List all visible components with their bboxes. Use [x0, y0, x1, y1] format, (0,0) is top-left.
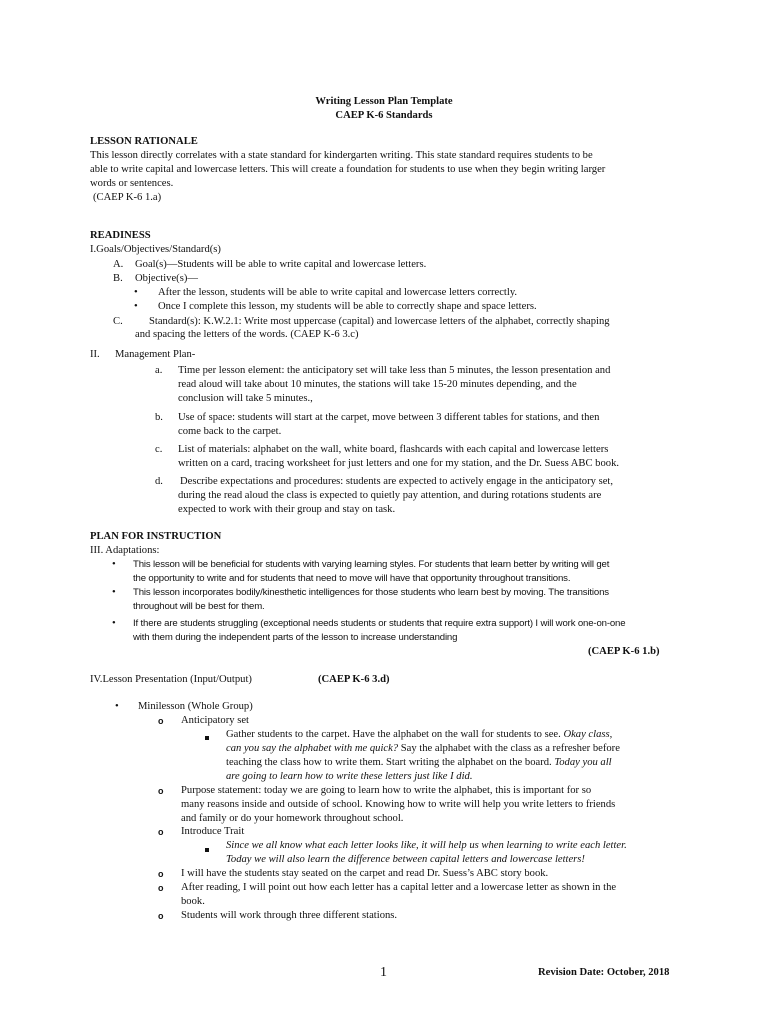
rationale-line: words or sentences.	[90, 178, 174, 189]
readiness-heading: READINESS	[90, 230, 151, 241]
adaptation-line: throughout will be best for them.	[133, 601, 265, 612]
management-line: during the read aloud the class is expected to quietly pay attention, and during rotations students are	[178, 490, 602, 501]
management-heading: Management Plan-	[115, 349, 196, 360]
goal-marker: A.	[113, 259, 124, 270]
management-line: come back to the carpet.	[178, 426, 282, 437]
rationale-line: able to write capital and lowercase letters. This will create a foundation for students to use when they begin writing larger	[90, 164, 606, 175]
presentation-ref: (CAEP K-6 3.d)	[318, 674, 390, 685]
page-number: 1	[380, 965, 387, 980]
gather-line: can you say the alphabet with me quick? Say the alphabet with the class as a refresher before	[226, 743, 620, 754]
gather-line: teaching the class how to write them. Start writing the alphabet on the board. Today you all	[226, 757, 612, 768]
adaptation-line: with them during the independent parts of the lesson to increase understanding	[133, 632, 458, 643]
rationale-line: This lesson directly correlates with a state standard for kindergarten writing. This state standard requires students to be	[90, 150, 593, 161]
bullet-dot: •	[134, 301, 138, 312]
square-marker	[205, 843, 209, 857]
doc-subtitle: CAEP K-6 Standards	[335, 110, 433, 121]
stations-line: Students will work through three different stations.	[181, 910, 398, 921]
adaptation-line: This lesson incorporates bodily/kinesthetic intelligences for those students who learn best by moving. The transitions	[133, 587, 609, 598]
bullet-dot: •	[134, 287, 138, 298]
goal-text: Goal(s)—Students will be able to write capital and lowercase letters.	[135, 259, 427, 270]
trait-line: Today we will also learn the difference between capital letters and lowercase letters!	[226, 854, 585, 865]
management-line: conclusion will take 5 minutes.,	[178, 393, 313, 404]
adaptation-line: If there are students struggling (exceptional needs students or students that require extra support) I will work one-on-one	[133, 618, 626, 629]
management-marker: a.	[155, 365, 163, 376]
circle-marker: o	[158, 786, 164, 796]
standard-text: Standard(s): K.W.2.1: Write most uppercase (capital) and lowercase letters of the alphabet, correctly shaping	[149, 316, 610, 327]
standard-text: and spacing the letters of the words. (CAEP K-6 3.c)	[135, 329, 359, 340]
plan-ref: (CAEP K-6 1.b)	[588, 646, 660, 657]
purpose-line: Purpose statement: today we are going to learn how to write the alphabet, this is important for so	[181, 785, 592, 796]
circle-marker: o	[158, 716, 164, 726]
anticipatory-label: Anticipatory set	[181, 715, 249, 726]
management-line: Use of space: students will start at the carpet, move between 3 different tables for stations, and then	[178, 412, 600, 423]
objective-marker: B.	[113, 273, 123, 284]
bullet-dot: •	[115, 701, 119, 712]
minilesson-label: Minilesson (Whole Group)	[138, 701, 253, 712]
adaptation-line: the opportunity to write and for students that need to move will have that opportunity throughout transitions.	[133, 573, 571, 584]
rationale-heading: LESSON RATIONALE	[90, 136, 198, 147]
after-line: After reading, I will point out how each letter has a capital letter and a lowercase letter as shown in the	[181, 882, 617, 893]
adaptation-line: This lesson will be beneficial for students with varying learning styles. For students that learn better by writing will get	[133, 559, 610, 570]
goals-heading: I.Goals/Objectives/Standard(s)	[90, 244, 221, 255]
management-line: expected to work with their group and stay on task.	[178, 504, 396, 515]
management-line: List of materials: alphabet on the wall, white board, flashcards with each capital and lowercase letters	[178, 444, 609, 455]
revision-date: Revision Date: October, 2018	[538, 967, 670, 978]
management-num: II.	[90, 349, 100, 360]
purpose-line: and family or do your homework throughout school.	[181, 813, 404, 824]
management-line: written on a card, tracing worksheet for just letters and one for my station, and the Dr. Suess ABC book.	[178, 458, 620, 469]
read-line: I will have the students stay seated on the carpet and read Dr. Suess’s ABC story book.	[181, 868, 549, 879]
circle-marker: o	[158, 883, 164, 893]
management-marker: b.	[155, 412, 163, 423]
standard-marker: C.	[113, 316, 123, 327]
adaptations-heading: III. Adaptations:	[90, 545, 160, 556]
management-marker: d.	[155, 476, 163, 487]
bullet-dot: •	[112, 587, 116, 598]
trait-line: Since we all know what each letter looks like, it will help us when learning to write each letter.	[226, 840, 627, 851]
management-line: Time per lesson element: the anticipatory set will take less than 5 minutes, the lesson presentation and	[178, 365, 611, 376]
doc-title: Writing Lesson Plan Template	[315, 96, 453, 107]
square-marker	[205, 731, 209, 745]
presentation-heading: IV.Lesson Presentation (Input/Output)	[90, 674, 252, 685]
bullet-dot: •	[112, 559, 116, 570]
trait-label: Introduce Trait	[181, 826, 245, 837]
circle-marker: o	[158, 869, 164, 879]
management-marker: c.	[155, 444, 163, 455]
gather-line: Gather students to the carpet. Have the alphabet on the wall for students to see. Okay class,	[226, 729, 613, 740]
objective-text: Objective(s)—	[135, 273, 198, 284]
gather-line: are going to learn how to write these letters just like I did.	[226, 771, 473, 782]
circle-marker: o	[158, 827, 164, 837]
objective-item: After the lesson, students will be able to write capital and lowercase letters correctly.	[158, 287, 518, 298]
management-line: read aloud will take about 10 minutes, the stations will take 15-20 minutes depending, and the	[178, 379, 577, 390]
plan-heading: PLAN FOR INSTRUCTION	[90, 531, 222, 542]
bullet-dot: •	[112, 618, 116, 629]
rationale-ref: (CAEP K-6 1.a)	[93, 192, 162, 203]
after-line: book.	[181, 896, 205, 907]
objective-item: Once I complete this lesson, my students will be able to correctly shape and space letters.	[158, 301, 537, 312]
circle-marker: o	[158, 911, 164, 921]
management-line: Describe expectations and procedures: students are expected to actively engage in the anticipatory set,	[180, 476, 613, 487]
purpose-line: many reasons inside and outside of school. Knowing how to write will help you write letters to friends	[181, 799, 616, 810]
